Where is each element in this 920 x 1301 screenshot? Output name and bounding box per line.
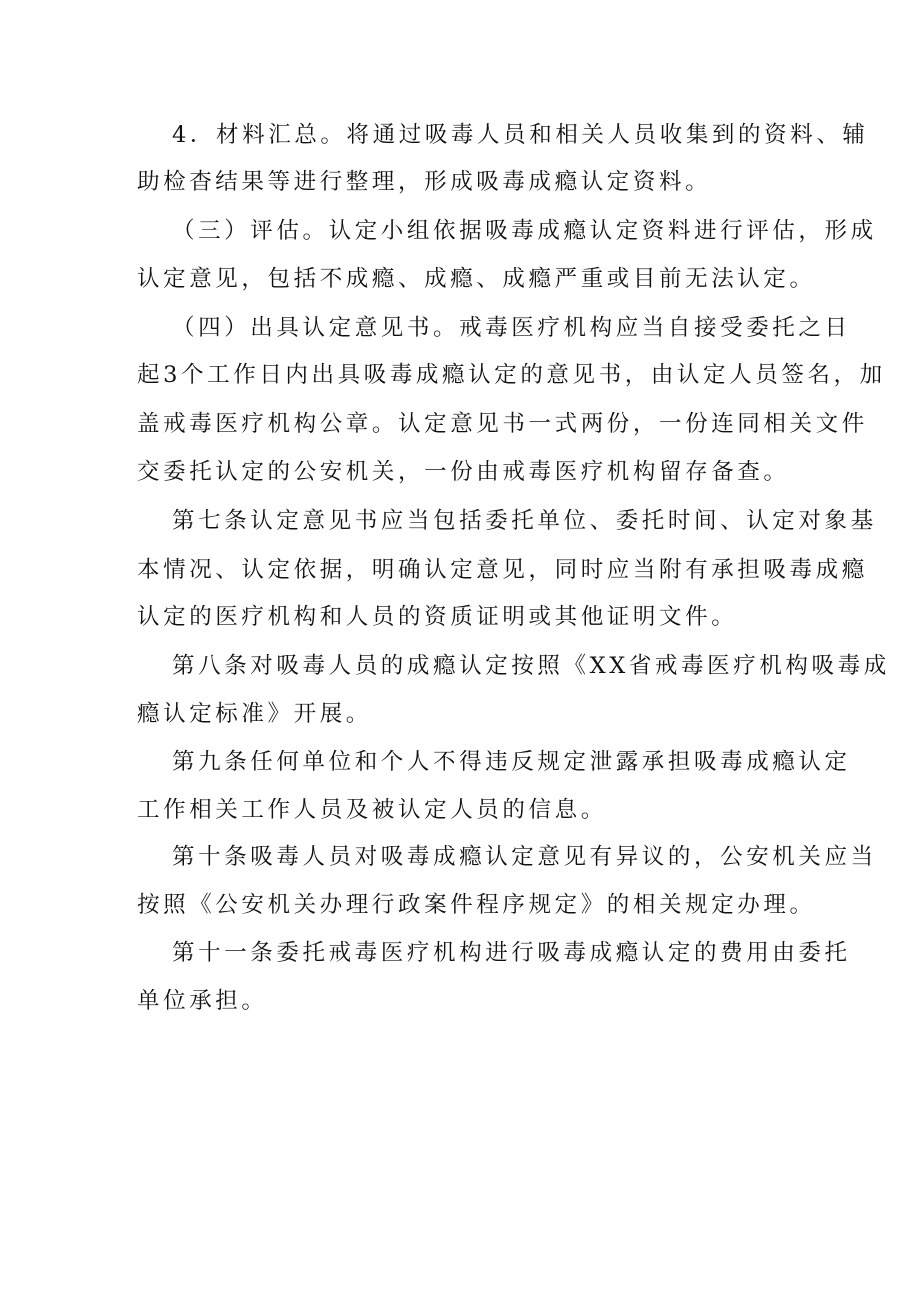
text-line: 第九条任何单位和个人不得违反规定泄露承担吸毒成瘾认定 xyxy=(172,749,851,775)
text-line: 助检杳结果等进行整理，形成吸毒成瘾认定资料。 xyxy=(137,169,712,195)
text-line: 认定意见，包括不成瘾、成瘾、成瘾严重或目前无法认定。 xyxy=(137,266,816,292)
text-line: 认定的医疗机构和人员的资质证明或其他证明文件。 xyxy=(137,604,738,630)
text-line: （三）评估。认定小组依据吸毒成瘾认定资料进行评估，形成 xyxy=(172,218,877,244)
text-line: 4．材料汇总。将通过吸毒人员和相关人员收集到的资料、辅 xyxy=(172,122,869,148)
text-line: 第八条对吸毒人员的成瘾认定按照《XX省戒毒医疗机构吸毒成 xyxy=(172,653,890,679)
text-line: 工作相关工作人员及被认定人员的信息。 xyxy=(137,797,607,823)
text-line: 单位承担。 xyxy=(137,988,268,1014)
text-line: 盖戒毒医疗机构公章。认定意见书一式两份，一份连同相关文件 xyxy=(137,411,868,437)
text-line: 瘾认定标准》开展。 xyxy=(137,701,372,727)
text-line: 第七条认定意见书应当包括委托单位、委托时间、认定对象基 xyxy=(172,508,877,534)
text-line: 第十一条委托戒毒医疗机构进行吸毒成瘾认定的费用由委托 xyxy=(172,940,851,966)
text-line: 本情况、认定依据，明确认定意见，同时应当附有承担吸毒成瘾 xyxy=(137,557,868,583)
text-line: 第十条吸毒人员对吸毒成瘾认定意见有异议的，公安机关应当 xyxy=(172,844,877,870)
text-line: 按照《公安机关办理行政案件程序规定》的相关规定办理。 xyxy=(137,892,816,918)
text-line: 交委托认定的公安机关，一份由戒毒医疗机构留存备查。 xyxy=(137,459,790,485)
text-line: 起3个工作日内出具吸毒成瘾认定的意见书，由认定人员签名，加 xyxy=(137,362,886,388)
text-line: （四）出具认定意见书。戒毒医疗机构应当自接受委托之日 xyxy=(172,315,851,341)
